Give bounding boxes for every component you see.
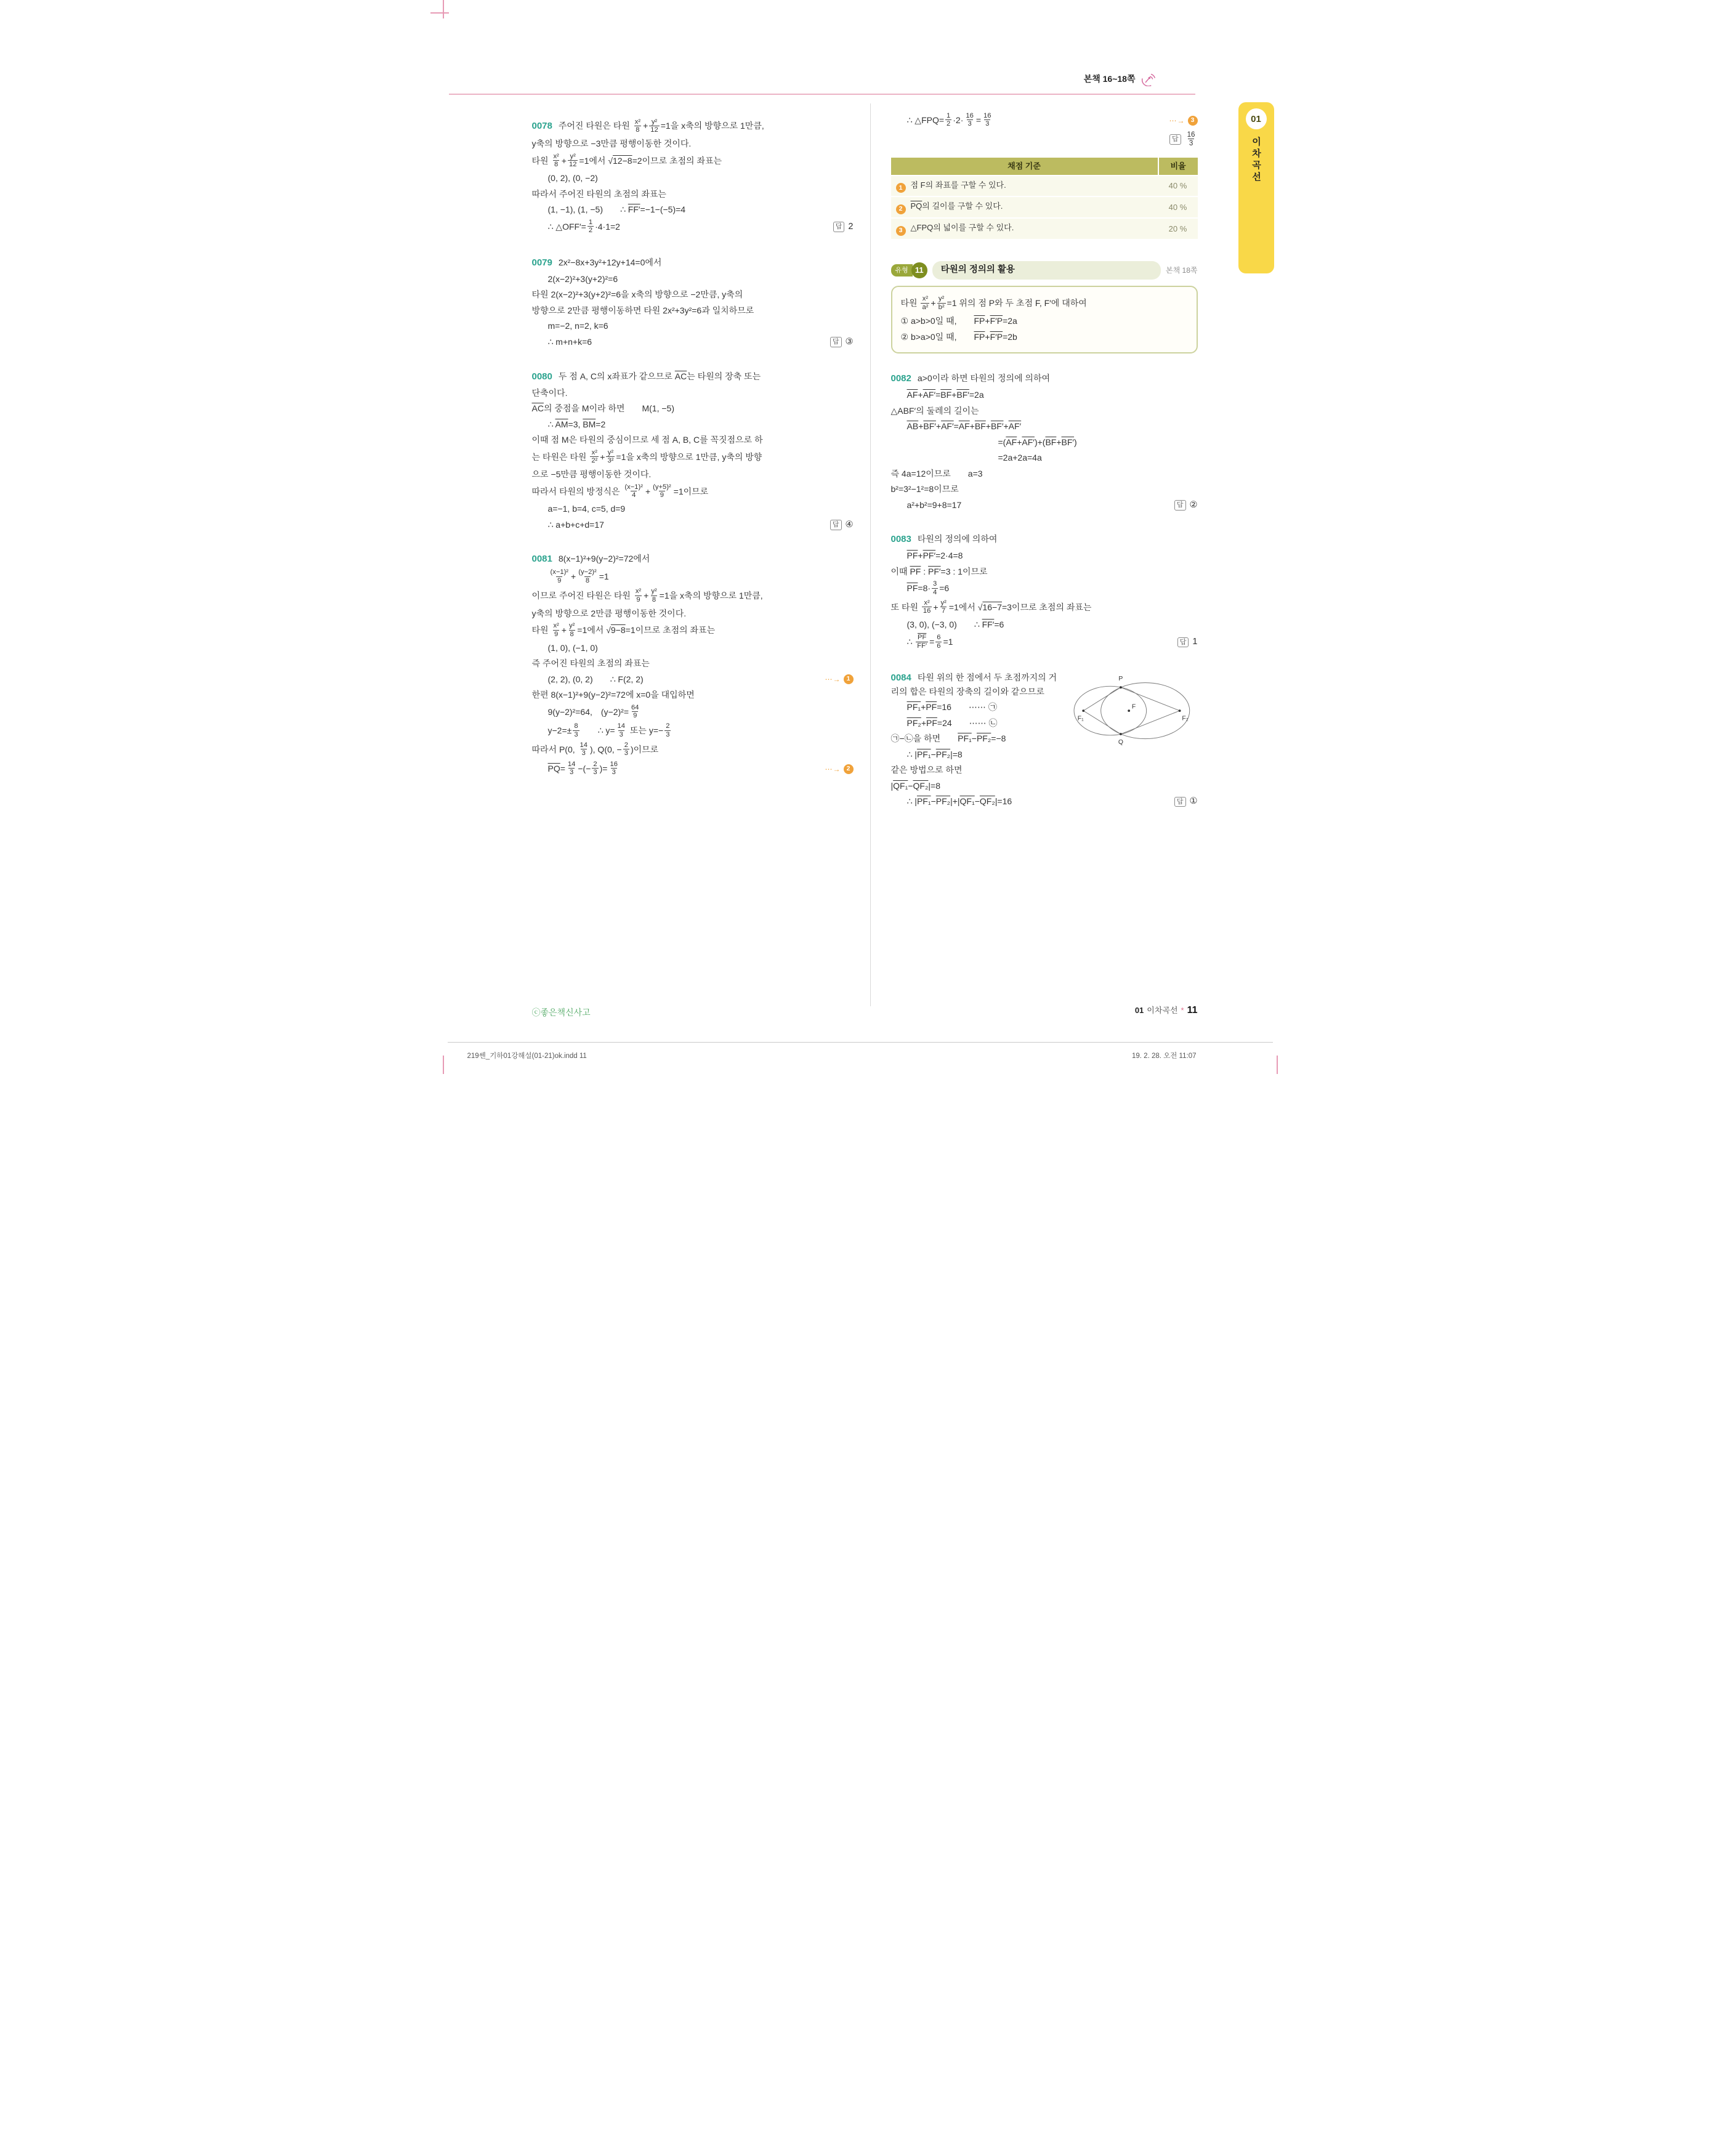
formula: ∴ △OFF′= $\frac{1}{2}$ ·4·1=2 [547, 218, 620, 235]
crop-mark [430, 12, 449, 14]
text-line [891, 533, 1198, 547]
formula-line: $PF_1+\overline{PF}=16$ ⋯⋯ ㉠ [906, 702, 997, 713]
ratio-cell: 40 % [1158, 196, 1198, 218]
text-line: 따라서 P(0, $\frac{14}{3}$ ), Q(0, − $\frac{2}{3}$ )이므로 [531, 741, 659, 757]
formula-line: $PF_2+\overline{PF}=24$ ⋯⋯ ㉡ [906, 717, 998, 728]
ratio-header: 비율 [1158, 158, 1198, 176]
marker-leader: ⋯→ [825, 764, 841, 773]
answer-label: 답 [1174, 797, 1186, 807]
answer [1174, 795, 1198, 809]
formula-line: $\overline{PF}=8\cdot$ $\frac{3}{4}$ =6 [906, 580, 950, 596]
formula-line: $\frac{\text{(x−1)²}}{9}$ + $\frac{\text{(y−2)²}}{8}$ =1 [550, 568, 609, 585]
section-number: 01 [1134, 1006, 1144, 1015]
header-rule [449, 94, 1195, 95]
formula-line: ∴ $\overline{AM}=3$, $\overline{BM}=2$ [547, 419, 606, 429]
answer-label: 답 [830, 520, 842, 530]
formula-line: 9(y−2)²=64, (y−2)²= $\frac{64}{9}$ [547, 703, 639, 720]
text-line: 이므로 주어진 타원은 타원 $\frac{\text{x²}}{9}$ + $\frac{\text{y²}}{8}$ =1을 x축의 방향으로 1만큼, [531, 587, 763, 604]
formula-line: (0, 2), (0, −2) [547, 173, 598, 184]
formula-line: (3, 0), (−3, 0) ∴ FF′=6 [906, 620, 1004, 630]
step-marker [1169, 115, 1198, 126]
problem-number: 0082 [890, 373, 911, 384]
book-ref: 본책 16~18쪽 [1083, 74, 1136, 84]
formula: ∴ $\frac{\overline{PF}}{FF'}$ = $\frac{6}{6}$ =1 [906, 633, 953, 650]
type-title: 타원의 정의의 활용 [932, 261, 1161, 280]
marked-line [532, 673, 854, 686]
criteria-text: 점 F의 좌표를 구할 수 있다. [910, 180, 1006, 190]
marked-line [532, 761, 854, 777]
type-badge-label: 유형 [891, 264, 913, 277]
answer-line [891, 795, 1198, 809]
formula: ∴ △FPQ= $\frac{1}{2}$ ·2· $\frac{16}{3}$ = $\frac{16}{3}$ [906, 111, 991, 128]
text-line [532, 119, 854, 135]
print-timestamp: 19. 2. 28. 오전 11:07 [1132, 1052, 1197, 1060]
text-line: 방향으로 2만큼 평행이동하면 타원 2x²+3y²=6과 일치하므로 [531, 305, 754, 315]
chapter-tab [1238, 102, 1274, 273]
solution-text: 타원의 정의에 의하여 [917, 534, 998, 544]
marker-leader: ⋯→ [825, 675, 841, 684]
formula-line: $\overline{AB}+BF'+AF'=\overline{AF}+\overline{BF}+BF'+AF'$ [906, 421, 1022, 432]
type-header [891, 261, 1198, 280]
problem-number: 0080 [531, 371, 552, 382]
criteria-text: △FPQ의 넓이를 구할 수 있다. [910, 223, 1014, 233]
text-line [532, 370, 854, 384]
answer [1174, 499, 1198, 512]
answer-label: 답 [833, 222, 845, 232]
crop-mark [443, 0, 444, 18]
text-line [891, 372, 1198, 386]
ratio-cell: 20 % [1158, 218, 1198, 239]
answer-value: ④ [845, 519, 854, 530]
text-line: 같은 방법으로 하면 [890, 765, 963, 775]
formula-line: |QF₁−QF₂|=8 [890, 780, 940, 791]
answer-label: 답 [1177, 637, 1189, 648]
formula: $\overline{PQ}=$ $\frac{14}{3}$ −(− $\frac{2}{3}$ )= $\frac{16}{3}$ [547, 760, 618, 777]
type-badge [891, 262, 927, 278]
solution-text: a>0이라 하면 타원의 정의에 의하여 [917, 373, 1050, 384]
chapter-number: 01 [1246, 108, 1267, 129]
problem-0083 [891, 533, 1198, 650]
problem-0082 [891, 372, 1198, 512]
answer-value: ① [1189, 796, 1198, 807]
print-file-info: 219쎈_기하01강해설(01-21)ok.indd 11 [467, 1052, 587, 1060]
answer-label: 답 [1169, 134, 1181, 145]
answer [1177, 636, 1198, 649]
table-row [891, 176, 1198, 197]
star-mark: * [1181, 1006, 1184, 1015]
marked-line [891, 113, 1198, 129]
satellite-icon [1140, 71, 1157, 86]
text-line: y축의 방향으로 2만큼 평행이동한 것이다. [531, 608, 687, 618]
answer [830, 336, 854, 349]
formula-line: a=−1, b=4, c=5, d=9 [547, 504, 626, 514]
copyright: ⓒ좋은책신사고 [531, 1007, 591, 1017]
criteria-cell [891, 218, 1158, 239]
page-header [862, 71, 1157, 86]
answer-line [891, 131, 1198, 148]
text-line: 따라서 타원의 방정식은 $\frac{\text{(x−1)²}}{4}$ + $\frac{\text{(y+5)²}}{9}$ =1이므로 [531, 483, 709, 499]
step-number-icon: 1 [896, 183, 906, 193]
problem-number: 0081 [531, 554, 552, 565]
problem-number: 0084 [890, 672, 911, 684]
text-line: 즉 주어진 타원의 초점의 좌표는 [531, 658, 650, 669]
problem-0078 [532, 119, 854, 235]
problem-number: 0083 [890, 534, 911, 545]
section-name: 이차곡선 [1147, 1006, 1178, 1015]
table-row [891, 218, 1198, 239]
text-line: ② b>a>0일 때, $\overline{FP}+F'P=2b$ [900, 331, 1017, 342]
step-marker [825, 674, 854, 685]
answer-line [891, 499, 1198, 512]
page-number: 11 [1187, 1005, 1198, 1015]
formula-line: =2a+2a=4a [998, 453, 1042, 463]
answer-value: $\frac{16}{3}$ [1187, 131, 1195, 148]
problem-number: 0078 [531, 121, 552, 132]
text-line: 는 타원은 타원 $\frac{\text{x²}}{\text{2²}}$ + $\frac{\text{y²}}{\text{3²}}$ =1을 x축의 방향으로 1만큼, y축의 방향 [531, 448, 762, 465]
diagram-label-F2: F₂ [1181, 715, 1189, 722]
answer-line [532, 219, 854, 235]
problem-0081 [532, 552, 854, 777]
text-line: $\overline{AC}$의 중점을 M이라 하면 M(1, −5) [531, 403, 674, 414]
answer-line [532, 519, 854, 532]
criteria-cell [891, 176, 1158, 197]
diagram-label-F1: F₁ [1077, 715, 1084, 722]
formula-line: $\overline{AF}+AF'=\overline{BF}+BF'=2a$ [906, 390, 984, 400]
formula: ∴ a+b+c+d=17 [547, 520, 604, 530]
answer-value: ③ [845, 336, 854, 347]
type-definition-box [891, 286, 1198, 353]
right-column [891, 110, 1198, 830]
diagram-label-Q: Q [1118, 739, 1123, 746]
text-line: 으로 −5만큼 평행이동한 것이다. [531, 469, 652, 480]
step-number-icon: 1 [844, 674, 854, 684]
formula-line: $\overline{PF}+PF'=2\cdot 4=8$ [906, 551, 963, 561]
answer [830, 519, 854, 532]
answer-label: 답 [830, 337, 842, 347]
text-line: 타원 $\frac{\text{x²}}{8}$ + $\frac{\text{y²}}{12}$ =1에서 √12−8=2이므로 초점의 좌표는 [531, 152, 722, 169]
grading-table [891, 158, 1198, 239]
step-marker [825, 764, 854, 775]
formula-line: (1, 0), (−1, 0) [547, 642, 598, 653]
text-line: 타원 $\frac{\text{x²}}{\text{a²}}$ + $\frac{\text{y²}}{\text{b²}}$ =1 위의 점 P와 두 초점 F, F′에 대하여 [900, 295, 1087, 311]
step-number-icon: 3 [896, 226, 906, 236]
answer [1169, 131, 1198, 148]
diagram-label-P: P [1118, 675, 1123, 682]
answer-line [891, 634, 1198, 650]
crop-mark [443, 1056, 444, 1074]
marker-leader: ⋯→ [1169, 116, 1185, 125]
problem-number: 0079 [531, 257, 552, 268]
formula-line: $=(\overline{AF}+AF')+(\overline{BF}+BF')$ [998, 437, 1077, 447]
answer [833, 220, 854, 234]
formula-line: ∴ |PF₁−PF₂|=8 [906, 749, 963, 759]
answer-value: 1 [1192, 637, 1198, 647]
text-line [532, 552, 854, 567]
crop-mark [1277, 1056, 1278, 1074]
text-line: △ABF′의 둘레의 길이는 [890, 405, 979, 416]
formula-line: y−2=± $\frac{8}{3}$ ∴ y= $\frac{14}{3}$ 또는 y=− $\frac{2}{3}$ [547, 722, 670, 738]
text-line: 즉 4a=12이므로 a=3 [890, 468, 983, 478]
problem-0081-continued [891, 113, 1198, 240]
text-line: y축의 방향으로 −3만큼 평행이동한 것이다. [531, 139, 692, 149]
criteria-text: $\overline{PQ}$의 길이를 구할 수 있다. [910, 201, 1003, 211]
ratio-cell: 40 % [1158, 176, 1198, 197]
answer-value: ② [1189, 499, 1198, 510]
trim-line [448, 1042, 1273, 1043]
type-book-ref: 본책 18쪽 [1166, 266, 1198, 275]
text-line: 이때 $\overline{PF}$ : PF′=3 : 1이므로 [890, 566, 988, 576]
formula: a²+b²=9+8=17 [906, 499, 962, 510]
criteria-cell [891, 196, 1158, 218]
text-line: b²=3²−1²=8이므로 [890, 484, 959, 495]
problem-0080 [532, 370, 854, 532]
text-line: ㉠−㉡을 하면 PF₁−PF₂=−8 [890, 733, 1006, 744]
formula-line: (1, −1), (1, −5) ∴ FF′=−1−(−5)=4 [547, 204, 686, 215]
left-column [532, 116, 854, 798]
step-number-icon: 2 [844, 764, 854, 774]
formula: ∴ |PF₁−PF₂|+|QF₁−QF₂|=16 [906, 796, 1012, 807]
text-line: 단축이다. [531, 387, 568, 398]
table-header-row [891, 158, 1198, 176]
text-line: 한편 8(x−1)²+9(y−2)²=72에 x=0을 대입하면 [531, 690, 695, 700]
problem-0084 [891, 671, 1198, 809]
solution-text: 주어진 타원은 타원 $\frac{\text{x²}}{8}$ + $\frac{\text{y²}}{12}$ =1을 x축의 방향으로 1만큼, [558, 118, 764, 134]
page [430, 0, 1290, 1078]
page-footer [1022, 1004, 1198, 1016]
solution-text: 두 점 A, C의 x좌표가 같으므로 $\overline{AC}$는 타원의 장축 또는 [558, 371, 761, 381]
column-divider [870, 103, 871, 1006]
chapter-title: 이차곡선 [1251, 137, 1261, 184]
text-line: 또 타원 $\frac{\text{x²}}{16}$ + $\frac{\text{y²}}{7}$ =1에서 √16−7=3이므로 초점의 좌표는 [890, 599, 1092, 615]
formula: ∴ m+n+k=6 [547, 337, 592, 347]
solution-text: 타원 위의 한 점에서 두 초점까지의 거리의 합은 타원의 장축의 길이와 같으므로 [890, 672, 1057, 696]
solution-text: 2x²−8x+3y²+12y+14=0에서 [558, 257, 662, 267]
formula-line: 2(x−2)²+3(y+2)²=6 [547, 273, 618, 284]
text-line: 이때 점 M은 타원의 중심이므로 세 점 A, B, C를 꼭짓점으로 하 [531, 435, 763, 445]
text-line: 타원 $\frac{\text{x²}}{9}$ + $\frac{\text{y²}}{8}$ =1에서 √9−8=1이므로 초점의 좌표는 [531, 622, 716, 638]
type-badge-number: 11 [911, 262, 927, 278]
formula-line: m=−2, n=2, k=6 [547, 321, 608, 331]
text-line [532, 256, 854, 270]
step-number-icon: 2 [896, 204, 906, 214]
answer-value: 2 [848, 221, 854, 232]
criteria-header: 채점 기준 [891, 158, 1158, 176]
formula: (2, 2), (0, 2) ∴ F(2, 2) [547, 674, 644, 684]
ellipse-diagram [1064, 671, 1198, 753]
solution-text: 8(x−1)²+9(y−2)²=72에서 [558, 554, 650, 564]
text-line: 따라서 주어진 타원의 초점의 좌표는 [531, 188, 666, 199]
step-number-icon: 3 [1188, 116, 1198, 126]
text-line: 타원 2(x−2)²+3(y+2)²=6을 x축의 방향으로 −2만큼, y축의 [531, 289, 743, 300]
table-row [891, 196, 1198, 218]
text-line: ① a>b>0일 때, $\overline{FP}+F'P=2a$ [900, 316, 1017, 326]
answer-line [532, 336, 854, 349]
diagram-label-F: F [1131, 703, 1136, 711]
problem-0079 [532, 256, 854, 349]
answer-label: 답 [1174, 500, 1186, 511]
